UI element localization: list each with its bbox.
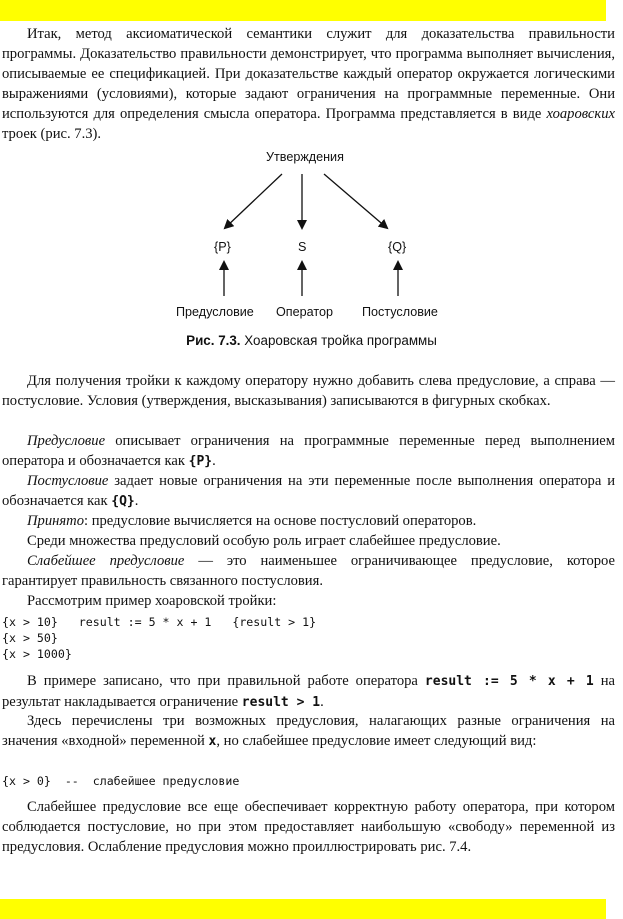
- inline-code: result > 1: [241, 695, 321, 710]
- bottom-highlight-band: [0, 899, 606, 919]
- figure-label-postcondition: Постусловие: [362, 305, 438, 319]
- paragraph-triple: Для получения тройки к каждому оператору нужно добавить слева предусловие, а справа — постусловие. Условия (утверждения, высказывания) записываются в фигурных скобках.: [2, 373, 615, 409]
- punctuation: .: [320, 694, 324, 710]
- emphasis-text: Постусловие: [27, 473, 109, 489]
- figure-post: {Q}: [388, 240, 407, 254]
- figure-label-assertions: Утверждения: [266, 150, 344, 164]
- paragraph-weakest-role: Среди множества предусловий особую роль играет слабейшее предусловие.: [27, 533, 501, 549]
- figure-label-statement: Оператор: [276, 305, 333, 319]
- arrow-to-post: [324, 174, 387, 228]
- paragraph-text: — это наименьшее ограничивающее предусловие, которое гарантирует правильность связанного постусловия.: [2, 553, 616, 589]
- figure-arrows: [0, 0, 623, 340]
- emphasis-text: Предусловие: [27, 433, 106, 449]
- paragraph-weakest-definition: [2, 551, 615, 591]
- paragraph-weakening: Слабейшее предусловие все еще обеспечивает корректную работу оператора, при котором соблюдается постусловие, но при этом предоставляет наибольшую «свободу» переменной из предусловия. Ослабление предусловия можно проиллюстрировать рис. 7.4.: [2, 799, 615, 855]
- code-line: {x > 50}: [2, 631, 58, 645]
- paragraph-text: , но слабейшее предусловие имеет следующий вид:: [216, 733, 537, 749]
- paragraph-text: троек (рис. 7.3).: [2, 126, 102, 142]
- caption-text: Хоаровская тройка программы: [244, 333, 437, 348]
- emphasis-text: хоаровских: [546, 106, 615, 122]
- emphasis-text: Слабейшее предусловие: [27, 553, 185, 569]
- figure-pre: {P}: [214, 240, 231, 254]
- paragraph-text: Итак, метод аксиоматической семантики служит для доказательства правильности программы. Доказательство правильности демонстрирует, что программа выполняет вычисления, описываемые ее спецификацией. При доказательстве каждый оператор окружается логическими выражениями (условиями), которые задают ограничения на программные переменные. Они используются для определения смысла оператора. Программа представляется в виде: [2, 26, 615, 122]
- inline-code: {P}: [188, 454, 213, 469]
- paragraph-text: описывает ограничения на программные переменные перед выполнением оператора и обозначается как: [2, 433, 615, 469]
- figure-stmt: S: [298, 240, 307, 254]
- inline-code: result := 5 * x + 1: [424, 674, 594, 689]
- code-line: {x > 0} -- слабейшее предусловие: [2, 774, 240, 788]
- paragraph-accepted: [2, 511, 615, 531]
- paragraph-example-explanation: [2, 671, 615, 713]
- inline-code: x: [208, 734, 217, 749]
- paragraph-text: : предусловие вычисляется на основе постусловий операторов.: [84, 513, 477, 529]
- code-line: {x > 1000}: [2, 647, 72, 661]
- code-line: {x > 10} result := 5 * x + 1 {result > 1}: [2, 615, 317, 629]
- caption-number: Рис. 7.3.: [186, 333, 241, 348]
- paragraph-example-intro: Рассмотрим пример хоаровской тройки:: [27, 593, 277, 609]
- paragraph-precondition: [2, 431, 615, 472]
- paragraph-text: Здесь перечислены три возможных предусловия, налагающих разные ограничения на значения «входной» переменной: [2, 713, 615, 749]
- punctuation: .: [212, 453, 216, 469]
- figure-caption: [0, 333, 623, 348]
- punctuation: .: [134, 493, 139, 509]
- arrow-to-pre: [225, 174, 282, 228]
- paragraph-text: В примере записано, что при правильной работе оператора: [27, 673, 418, 689]
- figure-label-precondition: Предусловие: [176, 305, 254, 319]
- paragraph-text: на результат накладывается ограничение: [2, 673, 615, 710]
- emphasis-text: Принято: [27, 513, 84, 529]
- paragraph-text: задает новые ограничения на эти переменные после выполнения оператора и обозначается как: [2, 473, 616, 509]
- paragraph-three-preconditions: [2, 711, 615, 752]
- inline-code: {Q}: [111, 494, 135, 509]
- paragraph-postcondition: [2, 471, 615, 512]
